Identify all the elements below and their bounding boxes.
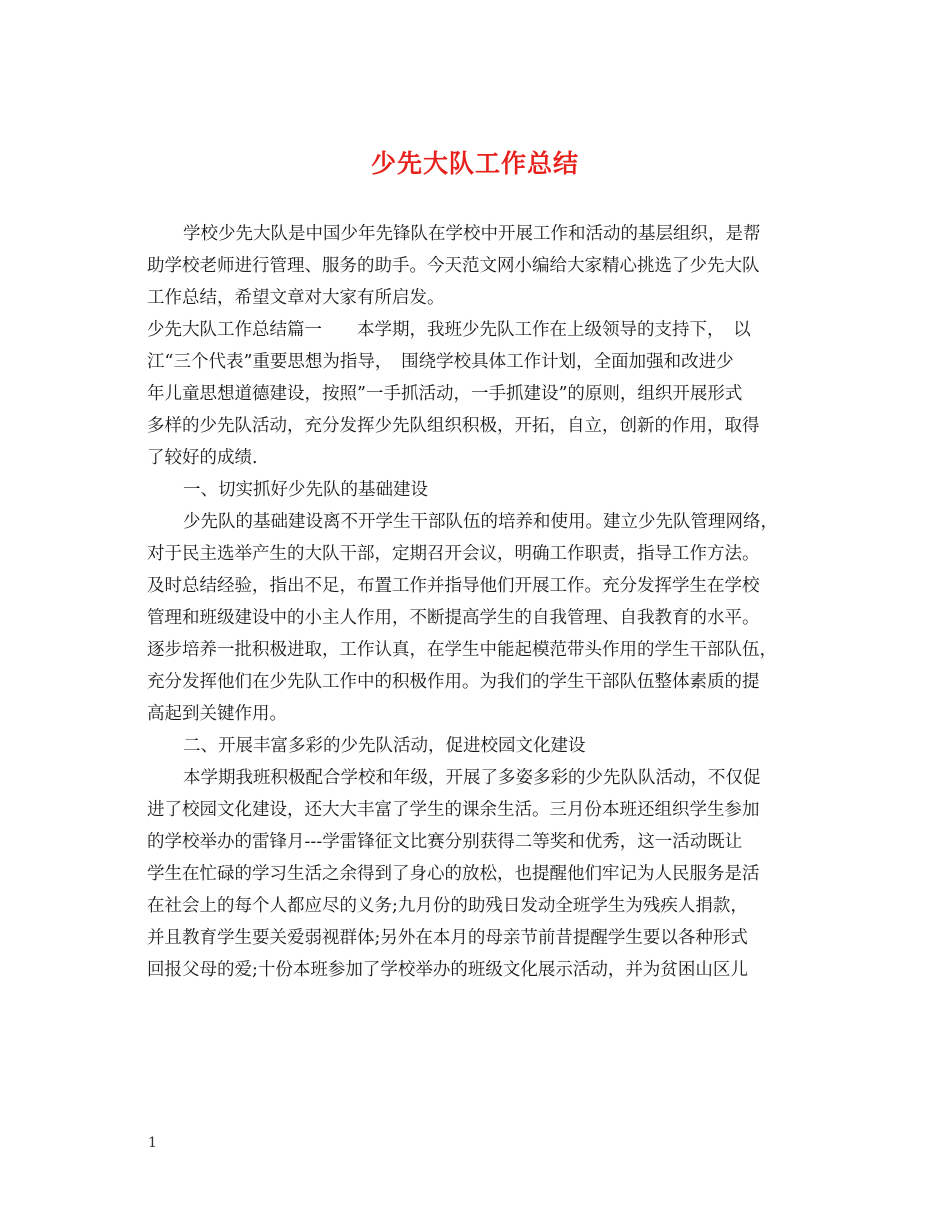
text-line: 充分发挥他们在少先队工作中的积极作用。为我们的学生干部队伍整体素质的提 bbox=[147, 672, 760, 692]
text-line: 多样的少先队活动，充分发挥少先队组织积极，开拓，自立，创新的作用，取得 bbox=[147, 416, 760, 436]
text-line: 学生在忙碌的学习生活之余得到了身心的放松，也提醒他们牢记为人民服务是活 bbox=[147, 864, 760, 884]
text-line: 回报父母的爱;十份本班参加了学校举办的班级文化展示活动，并为贫困山区儿 bbox=[147, 960, 748, 980]
text-line: 及时总结经验，指出不足，布置工作并指导他们开展工作。充分发挥学生在学校 bbox=[147, 576, 760, 596]
text-line: 进了校园文化建设，还大大丰富了学生的课余生活。三月份本班还组织学生参加 bbox=[147, 800, 760, 820]
text-line: 助学校老师进行管理、服务的助手。今天范文网小编给大家精心挑选了少先大队 bbox=[147, 256, 760, 276]
text-line: 对于民主选举产生的大队干部，定期召开会议，明确工作职责，指导工作方法。 bbox=[147, 544, 760, 564]
text-line: 江“三个代表”重要思想为指导， 围绕学校具体工作计划，全面加强和改进少 bbox=[147, 352, 734, 372]
text-line: 少先队的基础建设离不开学生干部队伍的培养和使用。建立少先队管理网络， bbox=[183, 512, 778, 532]
text-line: 的学校举办的雷锋月---学雷锋征文比赛分别获得二等奖和优秀，这一活动既让 bbox=[147, 832, 743, 852]
document-body bbox=[147, 218, 807, 986]
text-line: 并且教育学生要关爱弱视群体;另外在本月的母亲节前昔提醒学生要以各种形式 bbox=[147, 928, 748, 948]
text-line: 了较好的成绩. bbox=[147, 448, 258, 468]
text-line: 少先大队工作总结篇一 本学期，我班少先队工作在上级领导的支持下， 以 bbox=[147, 320, 751, 340]
text-line: 管理和班级建设中的小主人作用，不断提高学生的自我管理、自我教育的水平。 bbox=[147, 608, 760, 628]
page-number: 1 bbox=[148, 1135, 157, 1151]
text-line: 逐步培养一批积极进取，工作认真，在学生中能起模范带头作用的学生干部队伍， bbox=[147, 640, 777, 660]
text-line: 工作总结，希望文章对大家有所启发。 bbox=[147, 288, 445, 308]
text-line: 在社会上的每个人都应尽的义务;九月份的助残日发动全班学生为残疾人捐款， bbox=[147, 896, 748, 916]
text-line: 本学期我班积极配合学校和年级，开展了多姿多彩的少先队队活动，不仅促 bbox=[183, 768, 761, 788]
text-line: 一、切实抓好少先队的基础建设 bbox=[183, 480, 428, 500]
text-line: 高起到关键作用。 bbox=[147, 704, 287, 724]
text-line: 学校少先大队是中国少年先锋队在学校中开展工作和活动的基层组织，是帮 bbox=[183, 224, 761, 244]
text-line: 年儿童思想道德建设，按照”一手抓活动，一手抓建设”的原则，组织开展形式 bbox=[147, 384, 743, 404]
page-title: 少先大队工作总结 bbox=[370, 149, 579, 178]
text-line: 二、开展丰富多彩的少先队活动，促进校园文化建设 bbox=[183, 736, 586, 756]
